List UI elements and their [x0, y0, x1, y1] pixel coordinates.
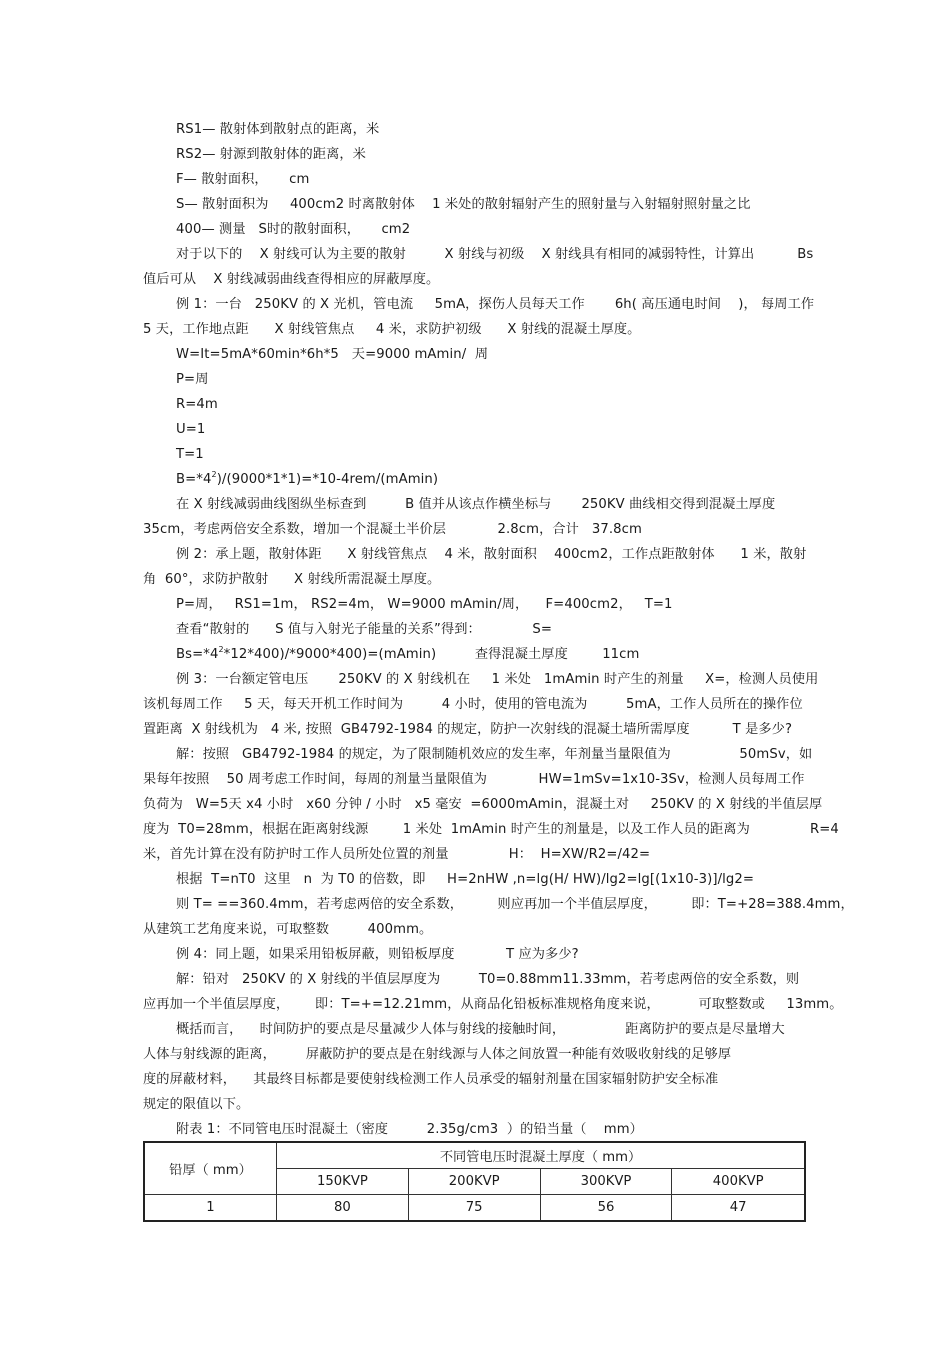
text-line: 应再加一个半值层厚度， 即：T=+=12.21mm，从商品化铅板标准规格角度来说， 可取整数或 13mm。 — [143, 997, 843, 1012]
text-line: 根据 T=nT0 这里 n 为 T0 的倍数，即 H=2nHW ,n=lg(H/ HW)/lg2=lg[(1x10-3)]/lg2= — [176, 872, 755, 887]
text-line: 度的屏蔽材料， 其最终目标都是要使射线检测工作人员承受的辐射剂量在国家辐射防护安全标准 — [143, 1072, 719, 1087]
text-line: 例 3：一台额定管电压 250KV 的 X 射线机在 1 米处 1mAmin 时产生的剂量 X=，检测人员使用 — [176, 672, 819, 687]
text-line: 度为 T0=28mm，根据在距离射线源 1 米处 1mAmin 时产生的剂量是，以及工作人员的距离为 R=4 — [143, 822, 839, 837]
text-line: 则 T= ==360.4mm，若考虑两倍的安全系数， 则应再加一个半值层厚度， 即：T=+28=388.4mm， — [176, 897, 854, 912]
text-line: 角 60°，求防护散射 X 射线所需混凝土厚度。 — [143, 572, 441, 587]
text-line: 5 天，工作地点距 X 射线管焦点 4 米，求防护初级 X 射线的混凝土厚度。 — [143, 322, 641, 337]
text-line: P=周 — [176, 372, 209, 387]
text-line: 该机每周工作 5 天，每天开机工作时间为 4 小时，使用的管电流为 5mA，工作人员所在的操作位 — [143, 697, 803, 712]
table-cell: 47 — [672, 1195, 805, 1222]
text-line: $Bs=*4^2*12*400)/*9000*400)=(mAmin)$ 查得混凝土厚度 11cm — [176, 645, 640, 662]
text-line: 米，首先计算在没有防护时工作人员所处位置的剂量 H： H=XW/R2=/42= — [143, 847, 651, 862]
text-line: 在 X 射线减弱曲线图纵坐标查到 B 值并从该点作横坐标与 250KV 曲线相交得到混凝土厚度 — [176, 497, 776, 512]
text-line: P=周， RS1=1m， RS2=4m， W=9000 mAmin/周， F=400cm2， T=1 — [176, 597, 673, 612]
text-line: RS2— 射源到散射体的距离，米 — [176, 147, 366, 162]
table-cell: 56 — [540, 1195, 672, 1222]
text-line: U=1 — [176, 422, 206, 437]
text-line: 解：按照 GB4792-1984 的规定，为了限制随机效应的发生率，年剂量当量限值为 50mSv，如 — [176, 747, 813, 762]
text-line: T=1 — [176, 447, 204, 462]
text-line: 例 4：同上题，如果采用铅板屏蔽，则铅板厚度 T 应为多少? — [176, 947, 579, 962]
text-line: R=4m — [176, 397, 218, 412]
table-header-lead-thickness: 铅厚（ mm） — [144, 1142, 277, 1195]
text-line: 概括而言， 时间防护的要点是尽量减少人体与射线的接触时间， 距离防护的要点是尽量增大 — [176, 1022, 785, 1037]
text-line: 解：铅对 250KV 的 X 射线的半值层厚度为 T0=0.88mm11.33mm，若考虑两倍的安全系数，则 — [176, 972, 800, 987]
table-col-header: 150KVP — [277, 1169, 409, 1195]
table-row — [144, 1195, 805, 1222]
text-line: 对于以下的 X 射线可认为主要的散射 X 射线与初级 X 射线具有相同的减弱特性，计算出 Bs — [176, 247, 814, 262]
table-cell: 1 — [144, 1195, 277, 1222]
text-line: 例 1：一台 250KV 的 X 光机，管电流 5mA，探伤人员每天工作 6h( 高压通电时间 )， 每周工作 — [176, 297, 815, 312]
table-cell: 80 — [277, 1195, 409, 1222]
text-line: 置距离 X 射线机为 4 米, 按照 GB4792-1984 的规定，防护一次射线的混凝土墙所需厚度 T 是多少? — [143, 722, 793, 737]
text-line: 负荷为 W=5天 x4 小时 x60 分钟 / 小时 x5 毫安 =6000mAmin，混凝土对 250KV 的 X 射线的半值层厚 — [143, 797, 823, 812]
text-line: W=It=5mA*60min*6h*5 天=9000 mAmin/ 周 — [176, 347, 489, 362]
text-line: 人体与射线源的距离， 屏蔽防护的要点是在射线源与人体之间放置一种能有效吸收射线的足够厚 — [143, 1047, 732, 1062]
table-header-group: 不同管电压时混凝土厚度（ mm） — [277, 1142, 806, 1169]
text-line: 果每年按照 50 周考虑工作时间，每周的剂量当量限值为 HW=1mSv=1x10-3Sv，检测人员每周工作 — [143, 772, 805, 787]
text-line: F— 散射面积， cm — [176, 172, 310, 187]
text-line: 附表 1：不同管电压时混凝土（密度 2.35g/cm3 ）的铅当量（ mm） — [176, 1122, 643, 1137]
table-col-header: 200KVP — [408, 1169, 540, 1195]
text-line: 规定的限值以下。 — [143, 1097, 250, 1112]
text-line: 400— 测量 S时的散射面积， cm2 — [176, 222, 411, 237]
text-line: 从建筑工艺角度来说，可取整数 400mm。 — [143, 922, 433, 937]
table-col-header: 400KVP — [672, 1169, 805, 1195]
text-line: 35cm，考虑两倍安全系数，增加一个混凝土半价层 2.8cm，合计 37.8cm — [143, 522, 642, 537]
text-line: 例 2：承上题，散射体距 X 射线管焦点 4 米，散射面积 400cm2，工作点距散射体 1 米，散射 — [176, 547, 807, 562]
table-cell: 75 — [408, 1195, 540, 1222]
text-line: $B=*4^2)/(9000*1*1)=*10-4rem/(mAmin)$ — [176, 470, 439, 487]
text-line: 查看“散射的 S 值与入射光子能量的关系”得到： S= — [176, 622, 552, 637]
text-line: 值后可从 X 射线减弱曲线查得相应的屏蔽厚度。 — [143, 272, 440, 287]
table-col-header: 300KVP — [540, 1169, 672, 1195]
lead-equivalent-table — [143, 1141, 806, 1222]
text-line: S— 散射面积为 400cm2 时离散射体 1 米处的散射辐射产生的照射量与入射辐射照射量之比 — [176, 197, 751, 212]
text-line: RS1— 散射体到散射点的距离，米 — [176, 122, 380, 137]
